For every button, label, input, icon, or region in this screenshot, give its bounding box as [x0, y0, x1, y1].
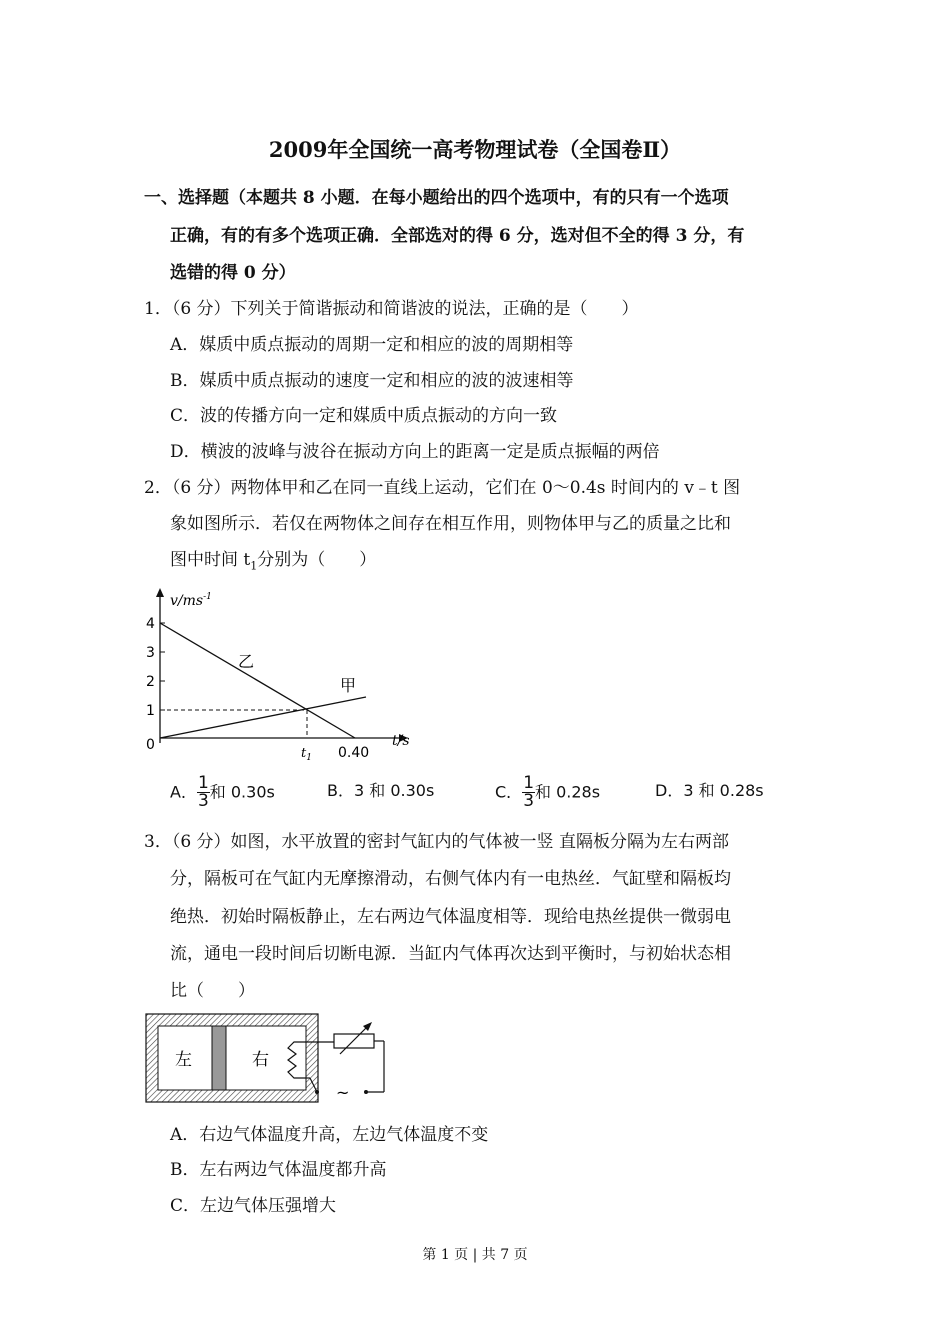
- line-yi: [160, 623, 355, 738]
- section-heading-line-1: 一、选择题（本题共 8 小题．在每小题给出的四个选项中，有的只有一个选项: [144, 188, 729, 208]
- right-chamber-label: 右: [252, 1050, 269, 1070]
- q1-option-b: B．媒质中质点振动的速度一定和相应的波的波速相等: [170, 371, 574, 391]
- q3-stem-line-4: 流，通电一段时间后切断电源．当缸内气体再次达到平衡时，与初始状态相: [170, 944, 731, 964]
- terminal-right: [364, 1090, 368, 1094]
- y-tick-label-3: 3: [146, 645, 155, 661]
- y-tick-label-0: 0: [146, 737, 155, 753]
- y-tick-label-2: 2: [146, 674, 155, 690]
- section-heading-line-2: 正确，有的有多个选项正确．全部选对的得 6 分，选对但不全的得 3 分，有: [170, 226, 745, 246]
- q2-stem-line-1: 2．（6 分）两物体甲和乙在同一直线上运动，它们在 0～0.4s 时间内的 v﹣t 图: [144, 478, 741, 498]
- q2-stem-line-2: 象如图所示．若仅在两物体之间存在相互作用，则物体甲与乙的质量之比和: [170, 514, 731, 534]
- y-tick-label-1: 1: [146, 703, 155, 719]
- section-heading-line-3: 选错的得 0 分）: [170, 263, 296, 283]
- q1-option-c: C．波的传播方向一定和媒质中质点振动的方向一致: [170, 406, 558, 426]
- q1-stem: 1．（6 分）下列关于简谐振动和简谐波的说法，正确的是（ ）: [144, 299, 639, 319]
- x-axis-label: t/s: [392, 733, 410, 749]
- q1-option-d: D．横波的波峰与波谷在振动方向上的距离一定是质点振幅的两倍: [170, 442, 660, 462]
- line-jia-label: 甲: [340, 676, 357, 695]
- q2-option-a: A． $\frac{1}{3}$ 和 0.30s: [170, 773, 275, 811]
- left-chamber-label: 左: [175, 1050, 192, 1070]
- q2-option-c: C． $\frac{1}{3}$ 和 0.28s: [495, 773, 601, 811]
- page-title: 2009年全国统一高考物理试卷（全国卷Ⅱ）: [268, 137, 682, 162]
- y-axis-arrow: [156, 588, 164, 597]
- cylinder-figure: [144, 1012, 392, 1108]
- q2-stem-line-3: 图中时间 $t_1$分别为（ ）: [170, 550, 377, 573]
- q3-stem-line-3: 绝热．初始时隔板静止，左右两边气体温度相等．现给电热丝提供一微弱电: [170, 907, 731, 927]
- q3-stem-line-1: 3．（6 分）如图，水平放置的密封气缸内的气体被一竖 直隔板分隔为左右两部: [144, 832, 729, 852]
- q3-option-c: C．左边气体压强增大: [170, 1196, 337, 1216]
- line-jia: [160, 697, 366, 738]
- t1-label: $t_1$: [301, 746, 312, 763]
- q3-stem-line-2: 分，隔板可在气缸内无摩擦滑动，右侧气体内有一电热丝．气缸壁和隔板均: [170, 869, 731, 889]
- q2-option-d: D．3 和 0.28s: [655, 781, 764, 800]
- q2-option-b: B．3 和 0.30s: [327, 781, 435, 800]
- rheostat: [334, 1034, 374, 1048]
- page-footer: 第 1 页 | 共 7 页: [422, 1247, 528, 1263]
- y-axis-label: $v/ms^{-1}$: [170, 592, 212, 609]
- line-yi-label: 乙: [238, 652, 255, 671]
- partition: [212, 1026, 226, 1090]
- x-end-label: 0.40: [338, 745, 370, 761]
- vt-graph: [140, 585, 420, 765]
- q3-stem-line-5: 比（ ）: [170, 981, 255, 1001]
- q1-option-a: A．媒质中质点振动的周期一定和相应的波的周期相等: [170, 335, 574, 355]
- q3-option-b: B．左右两边气体温度都升高: [170, 1160, 387, 1180]
- y-tick-label-4: 4: [146, 616, 155, 632]
- ac-source-label: ~: [336, 1083, 350, 1102]
- q3-option-a: A．右边气体温度升高，左边气体温度不变: [170, 1125, 489, 1145]
